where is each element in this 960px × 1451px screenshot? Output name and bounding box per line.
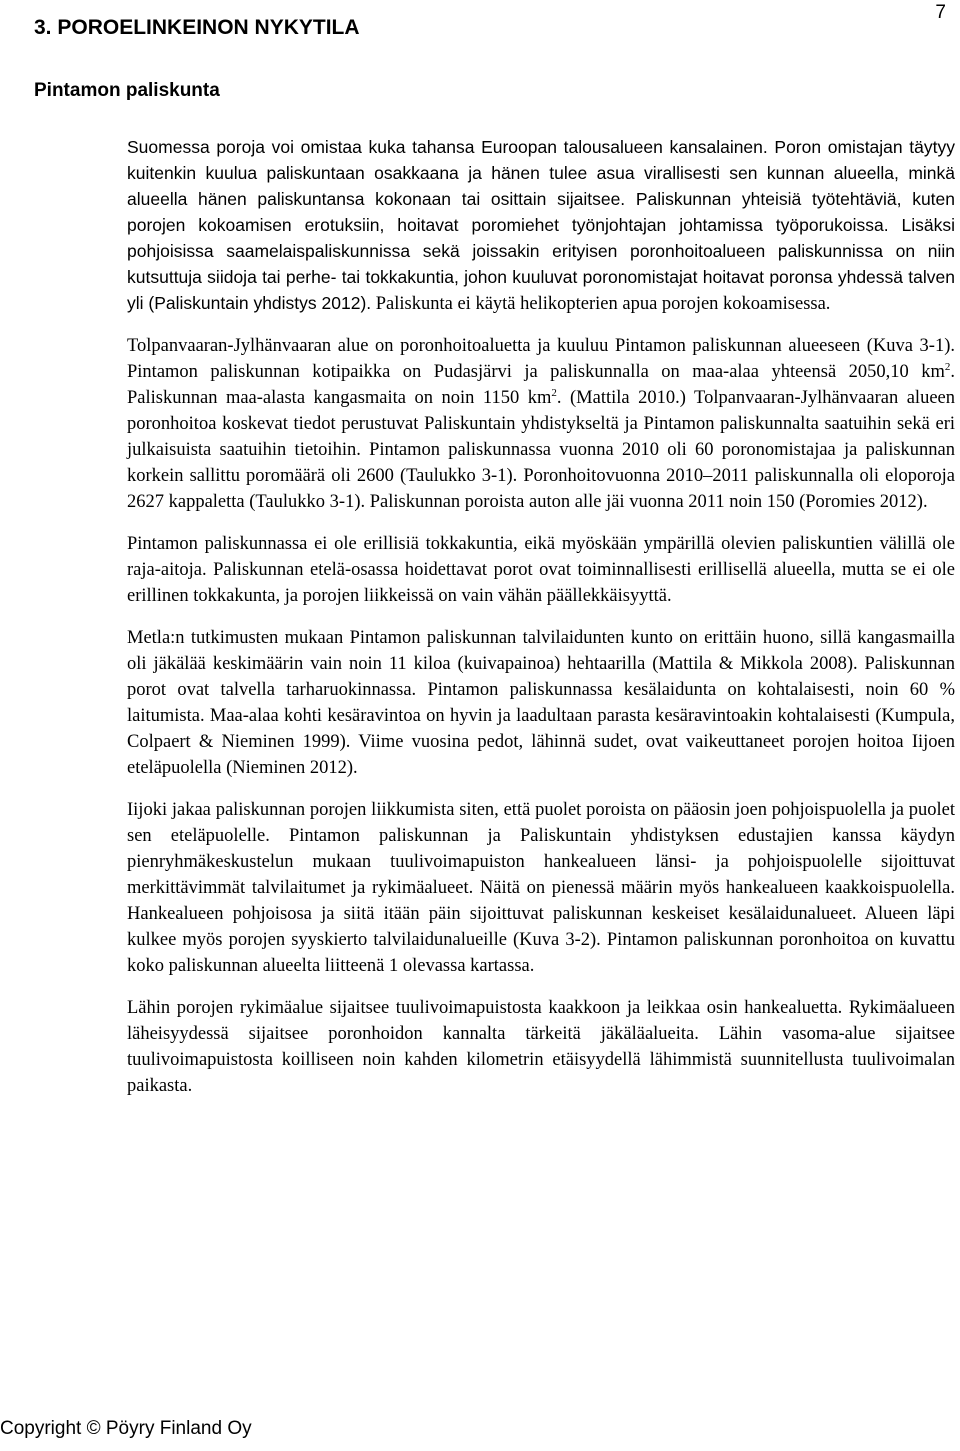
paragraph-1: [127, 134, 955, 317]
superscript-2: 2: [551, 386, 557, 399]
paragraph-1-main: Suomessa poroja voi omistaa kuka tahansa Euroopan talousalueen kansalainen. Poron omistajan täytyy kuitenkin kuulua paliskuntaan osakkaana ja hänen tulee asua virallisesti sen kunnan alueella, minkä alueella hänen paliskuntansa kokonaan tai osittain sijaitsee. Paliskunnan yhteisiä työtehtäviä, kuten porojen kokoamisen erotuksiin, hoitavat poromiehet työnjohtajan johtamissa työporukoissa. Lisäksi pohjoisissa saamelaispaliskunnissa sekä joissakin erityisen poronhoitoalueen paliskunnissa on niin kutsuttuja siidoja tai perhe- tai tokkakuntia, johon kuuluvat poronomistajat hoitavat poronsa yhdessä talven yli (Paliskuntain yhdistys 2012).: [127, 137, 955, 313]
paragraph-2-part-a: Tolpanvaaran-Jylhänvaaran alue on poronhoitoaluetta ja kuuluu Pintamon paliskunnan alueeseen (Kuva 3-1). Pintamon paliskunnan kotipaikka on Pudasjärvi ja paliskunnalla on maa-alaa yhteensä 2050,10 km: [127, 336, 955, 382]
paragraph-3: Pintamon paliskunnassa ei ole erillisiä tokkakuntia, eikä myöskään ympärillä olevien paliskuntien välillä ole raja-aitoja. Paliskunnan etelä-osassa hoidettavat porot ovat toiminnallisesti erillisellä alueella, mutta se ei ole erillinen tokkakunta, ja porojen liikkeissä on vain vähän päällekkäisyyttä.: [127, 534, 955, 606]
paragraph-6: Lähin porojen rykimäalue sijaitsee tuulivoimapuistosta kaakkoon ja leikkaa osin hankealuetta. Rykimäalueen läheisyydessä sijaitsee poronhoidon kannalta tärkeitä jäkäläalueita. Lähin vasoma-alue sijaitsee tuulivoimapuistosta koilliseen noin kahden kilometrin etäisyydellä lähimmistä suunnitellusta tuulivoimalan paikasta.: [127, 998, 955, 1096]
section-title: Pintamon paliskunta: [34, 80, 220, 101]
page-number: 7: [935, 2, 946, 23]
paragraph-2-part-c: . (Mattila 2010.) Tolpanvaaran-Jylhänvaaran alueen poronhoitoa koskevat tiedot perustuvat Paliskuntain yhdistykseltä ja Pintamon paliskunnalta saatuihin sekä eri julkaisuista saatuihin tietoihin. Pintamon paliskunnassa vuonna 2010 oli 60 poronomistajaa ja paliskunnan korkein sallittu poromäärä oli 2600 (Taulukko 3-1). Poronhoitovuonna 2010–2011 paliskunnalla oli eloporoja 2627 kappaletta (Taulukko 3-1). Paliskunnan poroista auton alle jäi vuonna 2011 noin 150 (Poromies 2012).: [127, 388, 955, 512]
paragraph-4: Metla:n tutkimusten mukaan Pintamon paliskunnan talvilaidunten kunto on erittäin huono, sillä kangasmailla oli jäkälää keskimäärin vain noin 11 kiloa (kuivapainoa) hehtaarilla (Mattila & Mikkola 2008). Paliskunnan porot ovat talvella tarharuokinnassa. Pintamon paliskunnassa kesälaidunta on kohtalaisesti, noin 60 % laitumista. Maa-alaa kohti kesäravintoa on hyvin ja laadultaan parasta kesäravintoakin kohtalaisesti (Kumpula, Colpaert & Nieminen 1999). Viime vuosina pedot, lähinnä sudet, ovat vaikeuttaneet porojen hoitoa Iijoen eteläpuolella (Nieminen 2012).: [127, 628, 955, 778]
body-text: [127, 134, 955, 1115]
paragraph-2-part-b: . Paliskunnan maa-alasta kangasmaita on noin 1150 km: [127, 362, 955, 408]
chapter-title: 3. POROELINKEINON NYKYTILA: [34, 16, 360, 39]
footer-copyright: Copyright © Pöyry Finland Oy: [0, 1418, 252, 1439]
paragraph-5: Iijoki jakaa paliskunnan porojen liikkumista siten, että puolet poroista on pääosin joen pohjoispuolella ja puolet sen eteläpuolelle. Pintamon paliskunnan ja Paliskuntain yhdistyksen edustajien kanssa käydyn pienryhmäkeskustelun mukaan tuulivoimapuiston hankealueen länsi- ja pohjoispuolelle sijoittuvat merkittävimmät talvilaitumet ja rykimäalueet. Näitä on pienessä määrin myös hankealueen kaakkoispuolella. Hankealueen pohjoisosa ja siitä itään päin sijoittuvat paliskunnan keskeiset kesälaidunalueet. Alueen läpi kulkee myös porojen syyskierto talvilaidunalueille (Kuva 3-2). Pintamon paliskunnan poronhoitoa on kuvattu koko paliskunnan alueelta liitteenä 1 olevassa kartassa.: [127, 800, 955, 976]
paragraph-1-tail: Paliskunta ei käytä helikopterien apua porojen kokoamisessa.: [371, 294, 831, 314]
paragraph-2: [127, 333, 955, 515]
superscript-1: 2: [944, 360, 951, 373]
